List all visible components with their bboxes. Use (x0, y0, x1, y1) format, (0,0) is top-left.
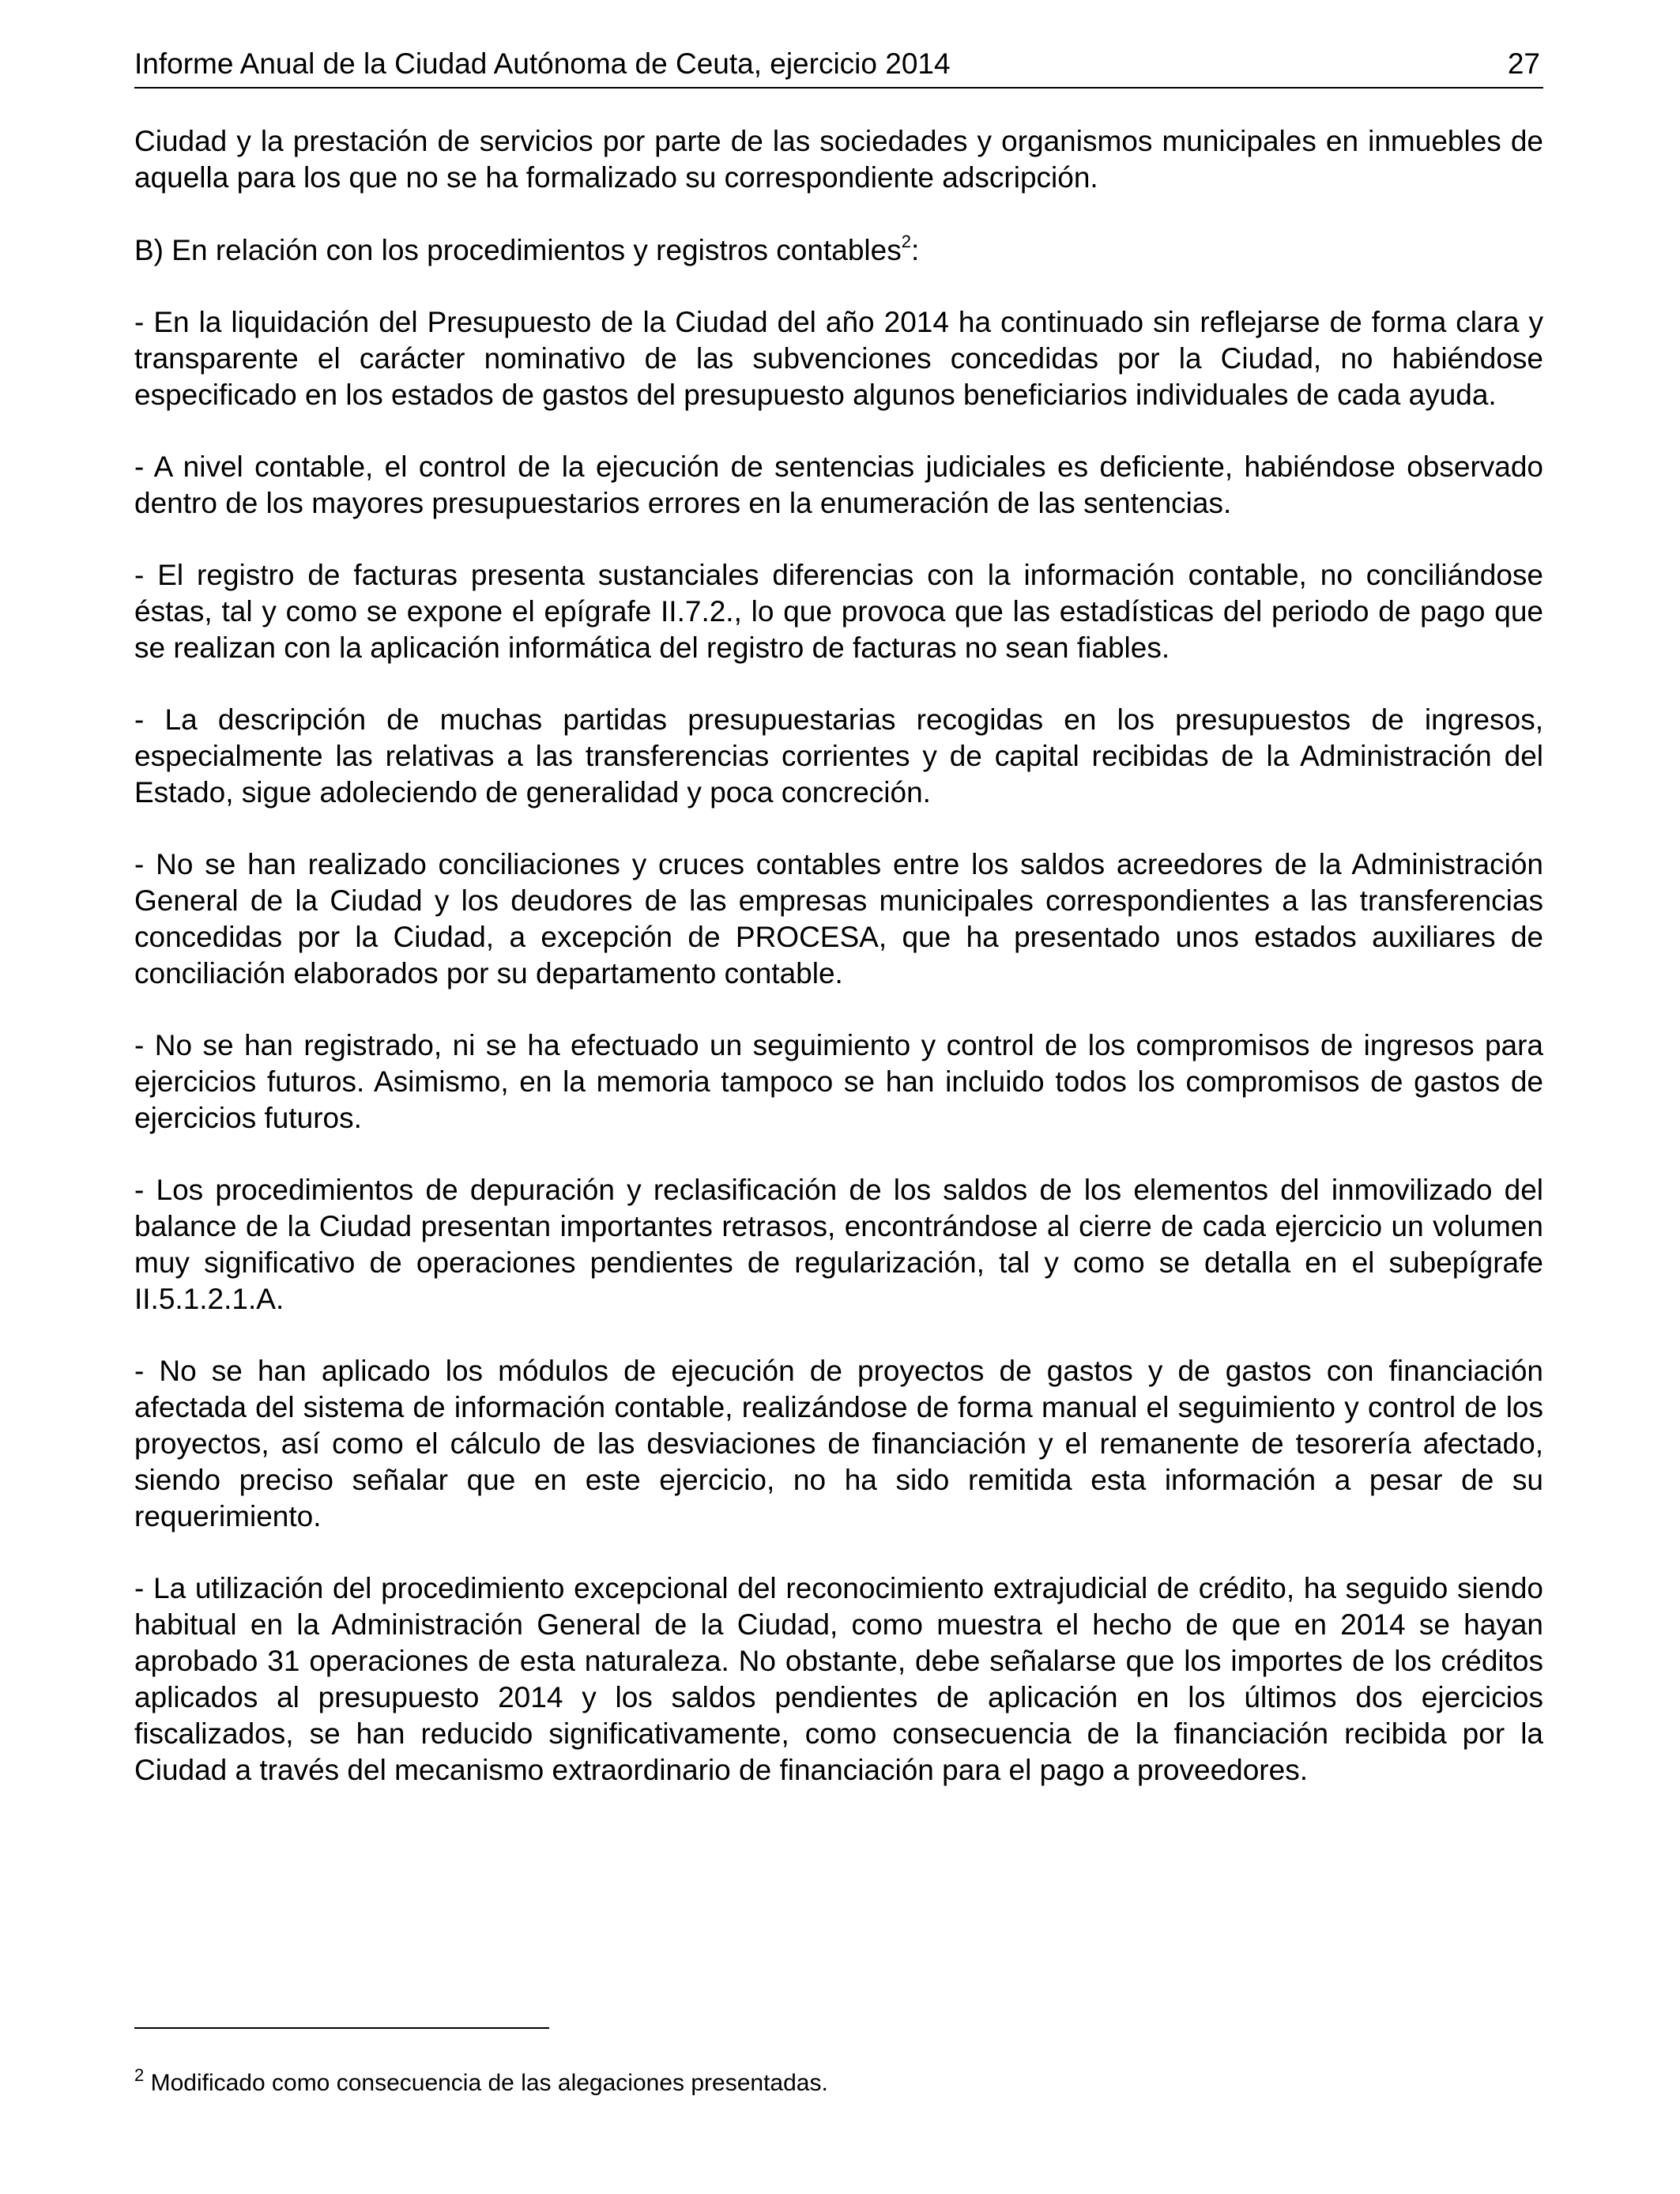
footnote-text: Modificado como consecuencia de las alegaciones presentadas. (150, 2070, 828, 2096)
paragraph-compromisos: - No se han registrado, ni se ha efectuado un seguimiento y control de los compromisos de ingresos para ejercicios futuros. Asimismo, en la memoria tampoco se han incluido todos los compromisos de gastos de ejercicios futuros. (134, 1029, 1543, 1134)
paragraph-proyectos-gastos: - No se han aplicado los módulos de ejecución de proyectos de gastos y de gastos con financiación afectada del sistema de información contable, realizándose de forma manual el seguimiento y control de los proyectos, así como el cálculo de las desviaciones de financiación y el remanente de tesorería afectado, siendo preciso señalar que en este ejercicio, no ha sido remitida esta información a pesar de su requerimiento. (134, 1355, 1543, 1532)
footnote (134, 2065, 828, 2098)
paragraph-sentencias: - A nivel contable, el control de la ejecución de sentencias judiciales es deficiente, habiéndose observado dentro de los mayores presupuestarios errores en la enumeración de las sentencias. (134, 450, 1543, 519)
paragraph-conciliaciones: - No se han realizado conciliaciones y cruces contables entre los saldos acreedores de la Administración General de la Ciudad y los deudores de las empresas municipales correspondientes a las transferencias concedidas por la Ciudad, a excepción de PROCESA, que ha presentado unos estados auxiliares de conciliación elaborados por su departamento contable. (134, 848, 1543, 990)
section-heading-suffix: : (910, 234, 920, 266)
intro-paragraph: Ciudad y la prestación de servicios por parte de las sociedades y organismos municipales en inmuebles de aquella para los que no se ha formalizado su correspondiente adscripción. (134, 125, 1543, 194)
footnote-separator (134, 2027, 549, 2029)
footnote-number: 2 (134, 2065, 145, 2085)
footnote-reference: 2 (901, 232, 911, 251)
paragraph-inmovilizado: - Los procedimientos de depuración y reclasificación de los saldos de los elementos del inmovilizado del balance de la Ciudad presentan importantes retrasos, encontrándose al cierre de cada ejercicio un volumen muy significativo de operaciones pendientes de regularización, tal y como se detalla en el subepígrafe II.5.1.2.1.A. (134, 1174, 1543, 1315)
paragraph-reconocimiento-extrajudicial: - La utilización del procedimiento excepcional del reconocimiento extrajudicial de crédito, ha seguido siendo habitual en la Administración General de la Ciudad, como muestra el hecho de que en 2014 se hayan aprobado 31 operaciones de esta naturaleza. No obstante, debe señalarse que los importes de los créditos aplicados al presupuesto 2014 y los saldos pendientes de aplicación en los últimos dos ejercicios fiscalizados, se han reducido significativamente, como consecuencia de la financiación recibida por la Ciudad a través del mecanismo extraordinario de financiación para el pago a proveedores. (134, 1572, 1543, 1786)
page-body (134, 123, 1543, 1789)
paragraph-registro-facturas: - El registro de facturas presenta sustanciales diferencias con la información contable, no conciliándose éstas, tal y como se expone el epígrafe II.7.2., lo que provoca que las estadísticas del periodo de pago que se realizan con la aplicación informática del registro de facturas no sean fiables. (134, 559, 1543, 664)
paragraph-presupuesto: - En la liquidación del Presupuesto de la Ciudad del año 2014 ha continuado sin reflejarse de forma clara y transparente el carácter nominativo de las subvenciones concedidas por la Ciudad, no habiéndose especificado en los estados de gastos del presupuesto algunos beneficiarios individuales de cada ayuda. (134, 306, 1543, 411)
paragraph-partidas-ingresos: - La descripción de muchas partidas presupuestarias recogidas en los presupuestos de ingresos, especialmente las relativas a las transferencias corrientes y de capital recibidas de la Administración del Estado, sigue adoleciendo de generalidad y poca concreción. (134, 703, 1543, 809)
section-heading-text: B) En relación con los procedimientos y registros contables (134, 234, 902, 266)
page-number: 27 (1507, 47, 1540, 80)
header-title: Informe Anual de la Ciudad Autónoma de Ceuta, ejercicio 2014 (134, 47, 951, 80)
section-heading (134, 232, 1543, 269)
document-page (134, 44, 1543, 1824)
page-header (134, 44, 1543, 89)
